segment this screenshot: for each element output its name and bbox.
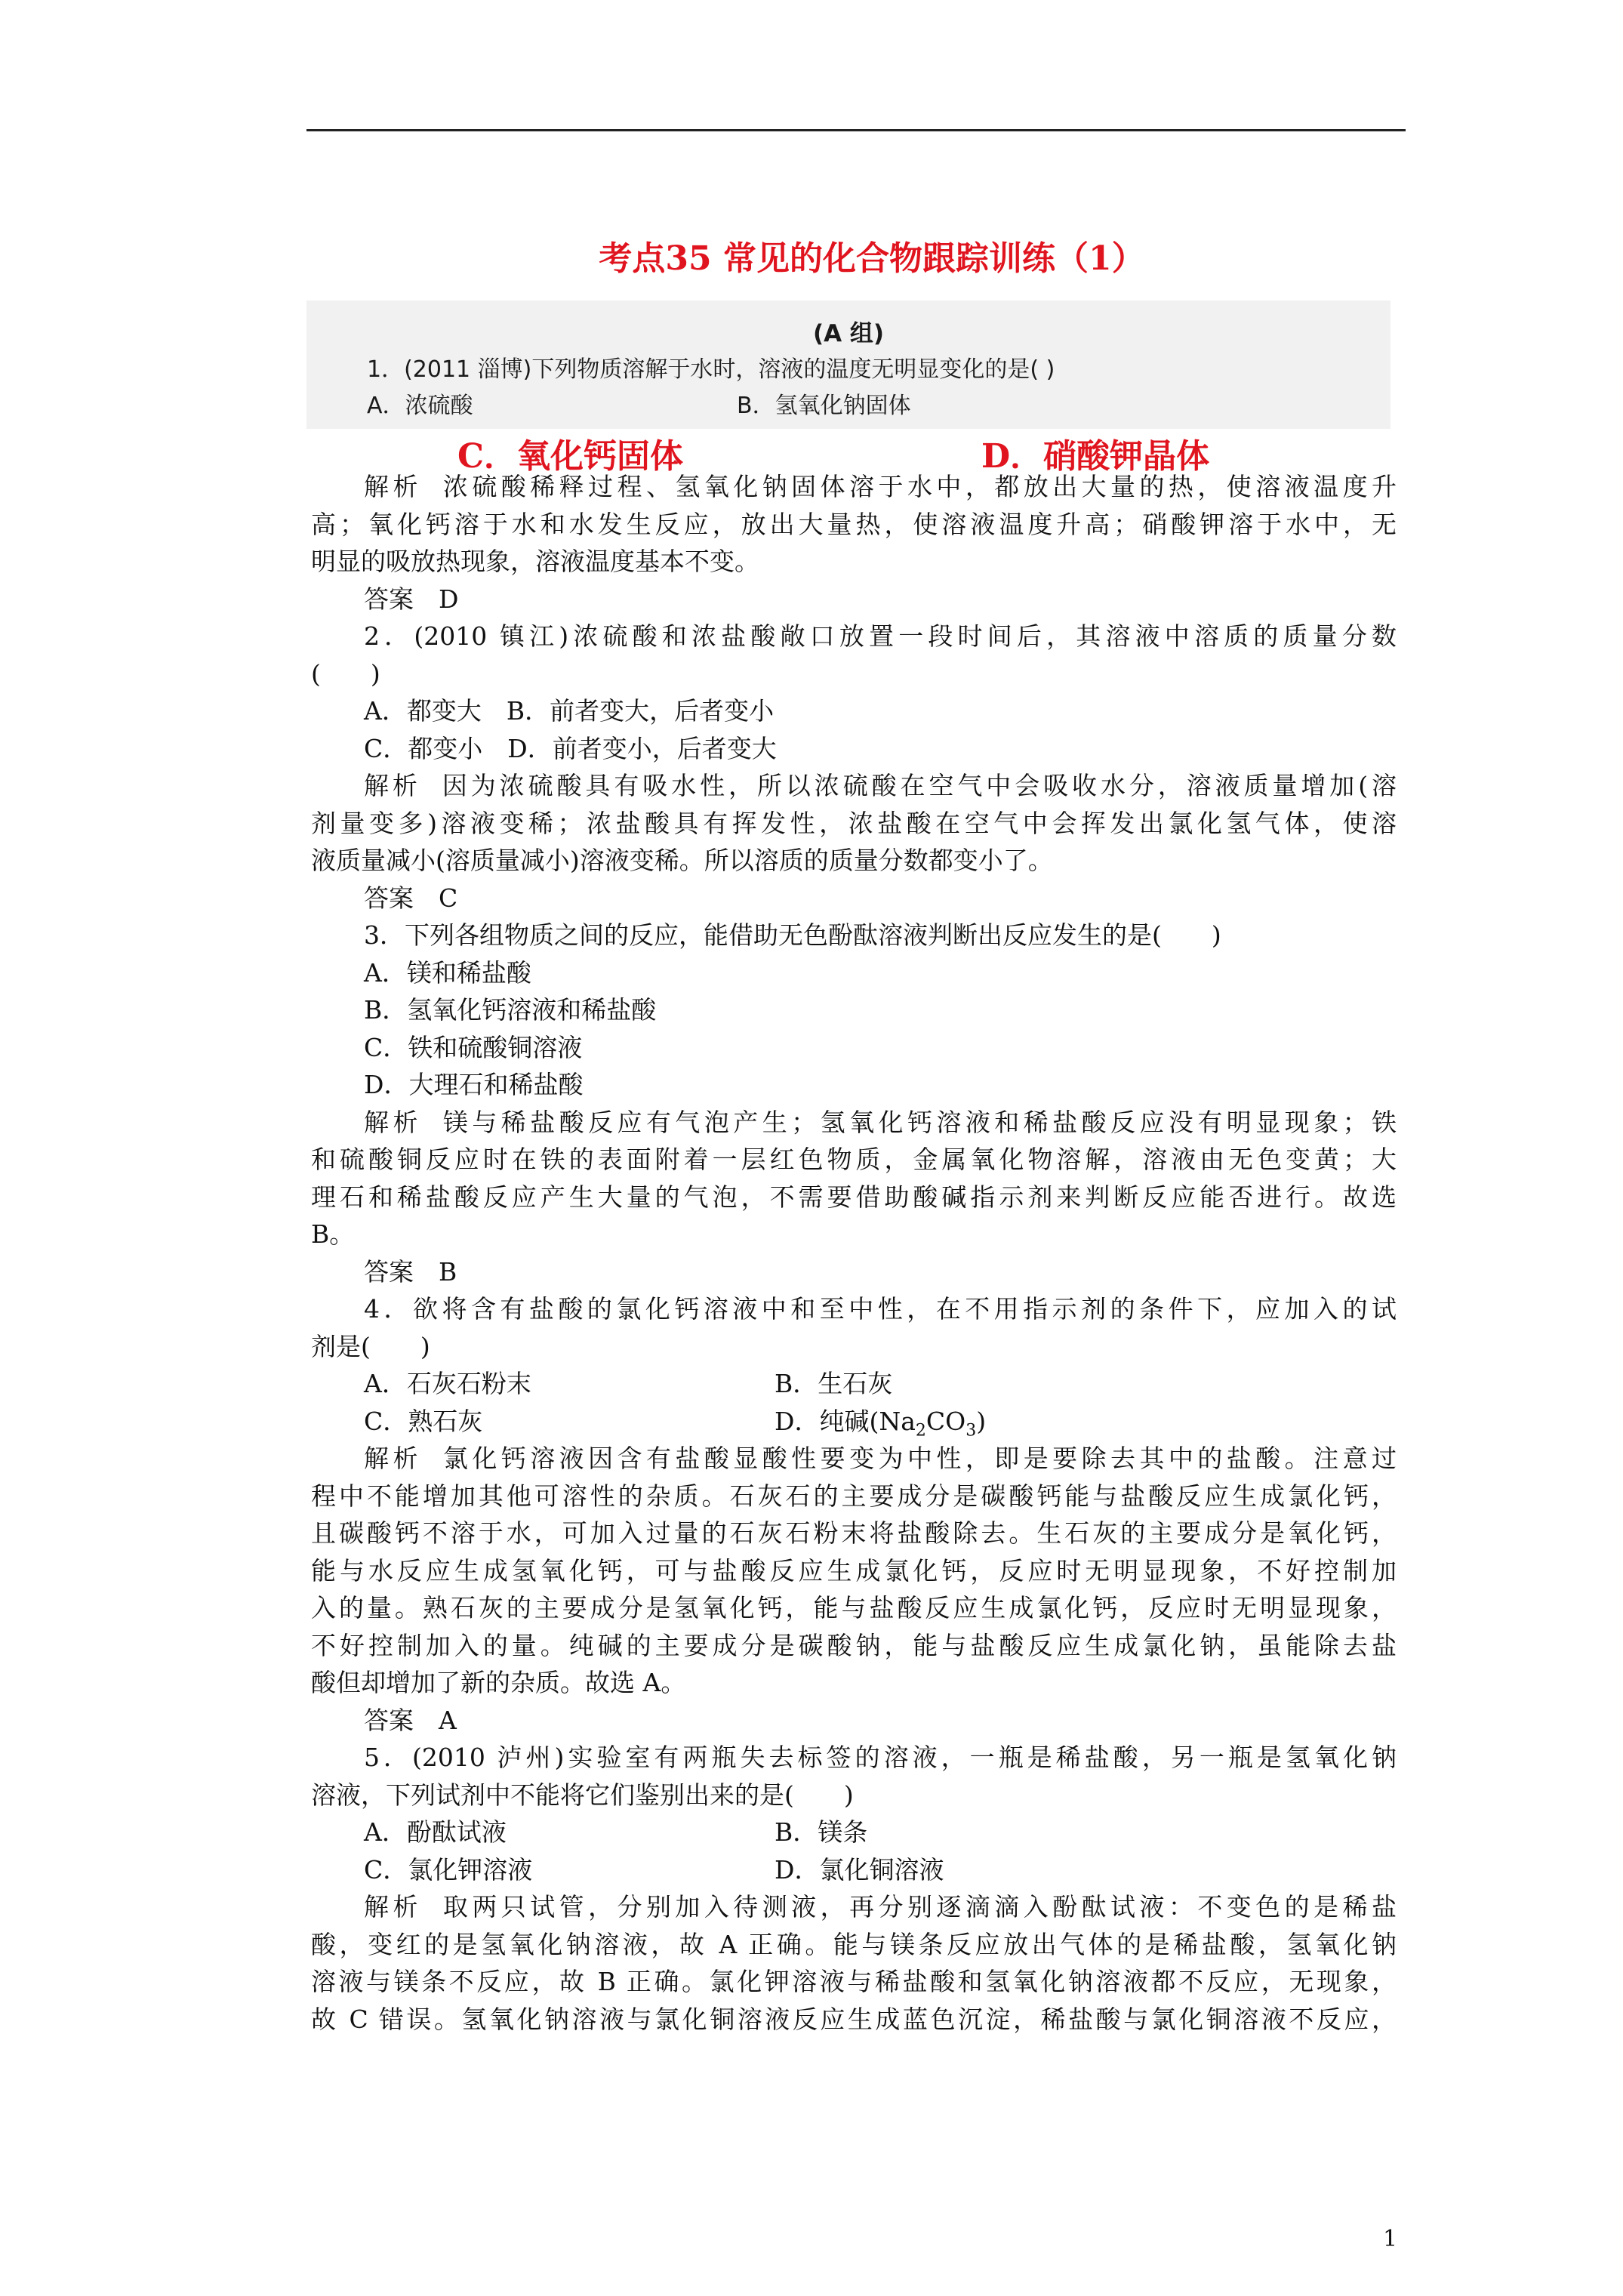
q2-options-ab: A．都变大 B．前者变大，后者变小 xyxy=(364,696,775,726)
q5-option-b: B．镁条 xyxy=(775,1817,868,1847)
q3-option-c: C．铁和硫酸铜溶液 xyxy=(364,1032,583,1062)
q4-explanation-line-3: 且碳酸钙不溶于水，可加入过量的石灰石粉末将盐酸除去。生石灰的主要成分是氧化钙， xyxy=(311,1518,1397,1548)
q5-option-d: D．氯化铜溶液 xyxy=(775,1854,944,1885)
q5-explanation-line-4: 故 C 错误。氢氧化钠溶液与氯化铜溶液反应生成蓝色沉淀，稀盐酸与氯化铜溶液不反应， xyxy=(311,2004,1397,2034)
question-1-option-b: B．氢氧化钠固体 xyxy=(737,393,911,419)
q2-options-cd: C．都变小 D．前者变小，后者变大 xyxy=(364,733,777,763)
q3-explanation-line-1: 解析 镁与稀盐酸反应有气泡产生；氢氧化钙溶液和稀盐酸反应没有明显现象；铁 xyxy=(364,1107,1397,1137)
q3-option-d: D．大理石和稀盐酸 xyxy=(364,1070,584,1099)
q4-answer: 答案 A xyxy=(364,1705,457,1735)
q3-stem: 3．下列各组物质之间的反应，能借助无色酚酞溶液判断出反应发生的是( ) xyxy=(364,920,1221,950)
q3-option-a: A．镁和稀盐酸 xyxy=(364,957,531,988)
question-1-stem: 1．(2011 淄博)下列物质溶解于水时，溶液的温度无明显变化的是( ) xyxy=(367,356,1055,383)
q4-explanation-line-2: 程中不能增加其他可溶性的杂质。石灰石的主要成分是碳酸钙能与盐酸反应生成氯化钙， xyxy=(311,1481,1397,1511)
q4-options-ab xyxy=(311,1365,1397,1403)
q2-answer: 答案 C xyxy=(364,883,458,913)
q4-explanation-line-7: 酸但却增加了新的杂质。故选 A。 xyxy=(311,1668,686,1697)
page-title: 考点35 常见的化合物跟踪训练（1） xyxy=(599,239,1145,278)
q4-stem-line-1: 4．欲将含有盐酸的氯化钙溶液中和至中性，在不用指示剂的条件下，应加入的试 xyxy=(364,1294,1397,1324)
q2-stem-line-2: ( ) xyxy=(311,658,380,689)
q4-explanation-line-6: 不好控制加入的量。纯碱的主要成分是碳酸钠，能与盐酸反应生成氯化钠，虽能除去盐 xyxy=(311,1630,1397,1660)
q3-answer: 答案 B xyxy=(364,1256,457,1287)
q4-options-cd xyxy=(311,1403,1397,1441)
q5-option-a: A．酚酞试液 xyxy=(364,1817,507,1847)
q4-option-b: B．生石灰 xyxy=(775,1369,893,1398)
q2-stem-line-1: 2．(2010 镇江)浓硫酸和浓盐酸敞口放置一段时间后，其溶液中溶质的质量分数 xyxy=(364,621,1397,651)
q1-explanation-line-2: 高；氧化钙溶于水和水发生反应，放出大量热，使溶液温度升高；硝酸钾溶于水中，无 xyxy=(311,509,1397,539)
q4-option-c: C．熟石灰 xyxy=(364,1406,483,1436)
q2-explanation-line-1: 解析 因为浓硫酸具有吸水性，所以浓硫酸在空气中会吸收水分，溶液质量增加(溶 xyxy=(364,771,1397,800)
q5-stem-line-2: 溶液，下列试剂中不能将它们鉴别出来的是( ) xyxy=(311,1780,854,1810)
q3-explanation-line-2: 和硫酸铜反应时在铁的表面附着一层红色物质，金属氧化物溶解，溶液由无色变黄；大 xyxy=(311,1145,1397,1174)
header-rule xyxy=(306,129,1406,131)
q3-option-b: B．氢氧化钙溶液和稀盐酸 xyxy=(364,995,657,1025)
q3-explanation-line-3: 理石和稀盐酸反应产生大量的气泡，不需要借助酸碱指示剂来判断反应能否进行。故选 xyxy=(311,1182,1397,1212)
q1-explanation-line-1: 解析 浓硫酸稀释过程、氢氧化钠固体溶于水中，都放出大量的热，使溶液温度升 xyxy=(364,472,1397,501)
scanned-question-image xyxy=(306,300,1390,429)
document-body xyxy=(311,468,1397,2038)
q4-explanation-line-1: 解析 氯化钙溶液因含有盐酸显酸性要变为中性，即是要除去其中的盐酸。注意过 xyxy=(364,1444,1397,1473)
q4-option-a: A．石灰石粉末 xyxy=(364,1369,531,1398)
q5-options-cd xyxy=(311,1851,1397,1889)
q4-option-d: D．纯碱$(Na_2CO_3)$ xyxy=(775,1406,987,1441)
q5-option-c: C．氯化钾溶液 xyxy=(364,1854,533,1885)
group-label: (A 组) xyxy=(812,320,885,347)
q5-stem-line-1: 5．(2010 泸州)实验室有两瓶失去标签的溶液，一瓶是稀盐酸，另一瓶是氢氧化钠 xyxy=(364,1743,1397,1772)
q5-explanation-line-1: 解析 取两只试管，分别加入待测液，再分别逐滴滴入酚酞试液：不变色的是稀盐 xyxy=(364,1892,1397,1922)
q5-explanation-line-3: 溶液与镁条不反应，故 B 正确。氯化钾溶液与稀盐酸和氢氧化钠溶液都不反应，无现象， xyxy=(311,1967,1397,1996)
q4-explanation-line-4: 能与水反应生成氢氧化钙，可与盐酸反应生成氯化钙，反应时无明显现象，不好控制加 xyxy=(311,1555,1397,1586)
q2-explanation-line-3: 液质量减小(溶质量减小)溶液变稀。所以溶质的质量分数都变小了。 xyxy=(311,846,1053,875)
q1-answer: 答案 D xyxy=(364,584,459,614)
q1-explanation-line-3: 明显的吸放热现象，溶液温度基本不变。 xyxy=(311,547,759,576)
page-number: 1 xyxy=(1383,2226,1398,2252)
q4-stem-line-2: 剂是( ) xyxy=(311,1331,430,1361)
q2-explanation-line-2: 剂量变多)溶液变稀；浓盐酸具有挥发性，浓盐酸在空气中会挥发出氯化氢气体，使溶 xyxy=(311,808,1397,838)
question-1-option-c: C．氧化钙固体 xyxy=(457,437,684,476)
question-1-option-d: D．硝酸钾晶体 xyxy=(981,437,1210,476)
q5-explanation-line-2: 酸，变红的是氢氧化钠溶液，故 A 正确。能与镁条反应放出气体的是稀盐酸，氢氧化钠 xyxy=(311,1929,1397,1959)
q3-explanation-line-4: B。 xyxy=(311,1219,355,1249)
q5-options-ab xyxy=(311,1814,1397,1851)
question-1-option-a: A．浓硫酸 xyxy=(367,393,473,419)
q4-explanation-line-5: 入的量。熟石灰的主要成分是氢氧化钙，能与盐酸反应生成氯化钙，反应时无明显现象， xyxy=(311,1593,1397,1623)
